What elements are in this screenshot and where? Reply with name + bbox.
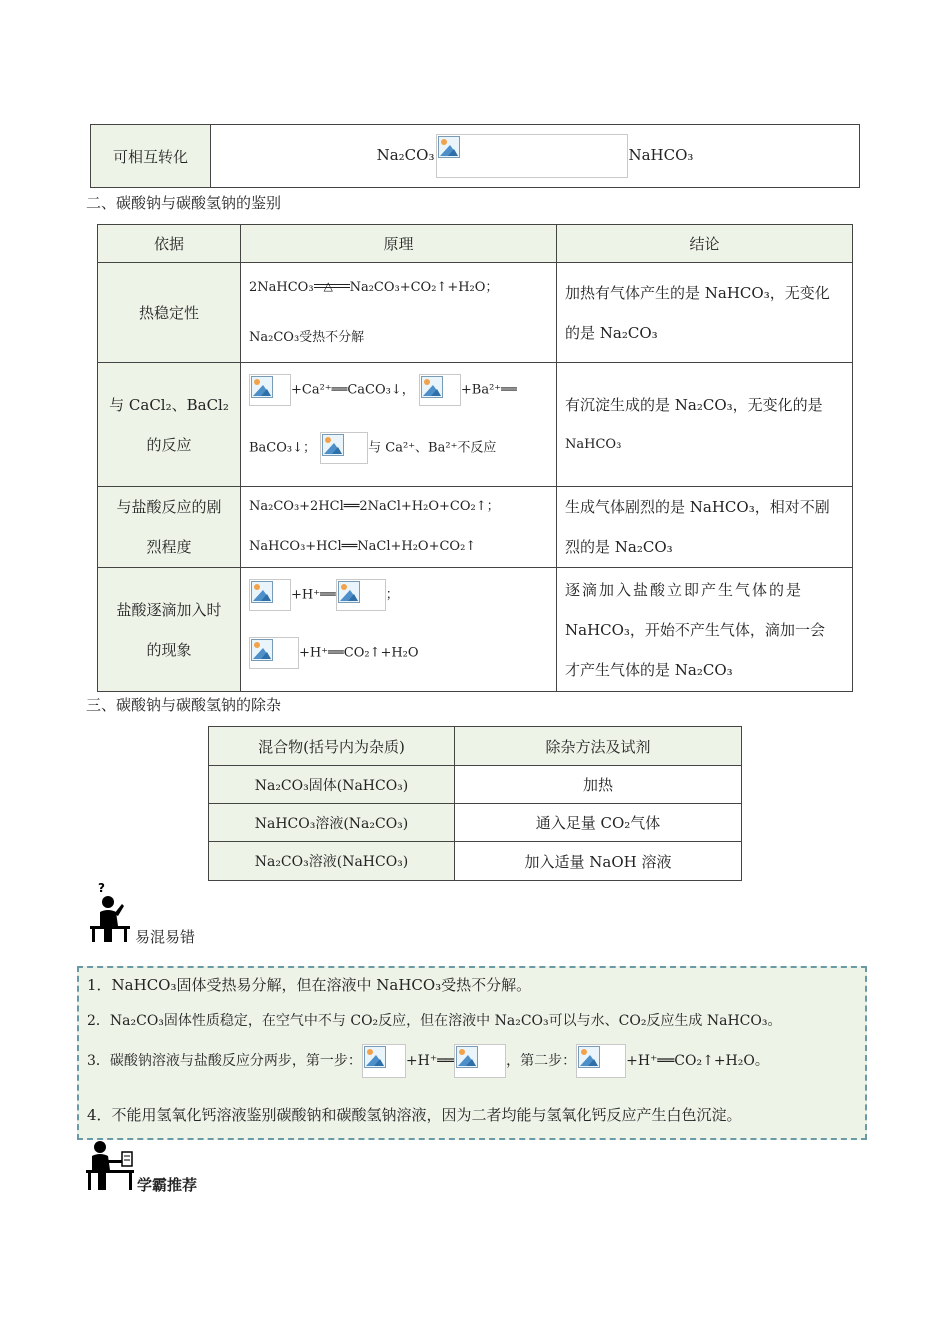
item-text: 3．碳酸钠溶液与盐酸反应分两步，第一步： bbox=[87, 1053, 362, 1069]
header-method: 除杂方法及试剂 bbox=[455, 727, 742, 766]
broken-image-icon bbox=[251, 581, 273, 603]
equation-text: 与 Ca²⁺、Ba²⁺不反应 bbox=[368, 440, 497, 455]
formula-image-placeholder bbox=[249, 579, 291, 611]
conclusion-text: NaHCO₃ bbox=[565, 436, 622, 452]
header-basis: 依据 bbox=[98, 225, 241, 263]
identification-table bbox=[97, 224, 853, 692]
principle-thermal bbox=[241, 263, 557, 363]
basis-cacl2-bacl2 bbox=[98, 363, 241, 487]
broken-image-icon bbox=[322, 434, 344, 456]
conclusion-text: 有沉淀生成的是 Na₂CO₃，无变化的是 bbox=[565, 395, 823, 414]
basis-text: 的反应 bbox=[146, 435, 192, 454]
confusion-title: 易混易错 bbox=[135, 928, 196, 946]
conclusion-text: 加热有气体产生的是 NaHCO₃，无变化 bbox=[565, 283, 830, 302]
basis-text: 盐酸逐滴加入时 bbox=[116, 600, 222, 619]
conclusion-hcl bbox=[557, 487, 853, 568]
svg-text:?: ? bbox=[98, 881, 105, 895]
thinking-student-icon bbox=[88, 880, 134, 944]
formula-image-placeholder bbox=[320, 432, 368, 464]
broken-image-icon bbox=[251, 639, 273, 661]
broken-image-icon bbox=[421, 376, 443, 398]
sodium-bicarbonate-text: NaHCO₃ bbox=[628, 146, 694, 164]
basis-dropwise-hcl bbox=[98, 568, 241, 692]
formula-image-placeholder bbox=[454, 1044, 506, 1078]
header-principle: 原理 bbox=[241, 225, 557, 263]
interconversion-cell bbox=[211, 125, 860, 188]
broken-image-icon bbox=[438, 136, 460, 158]
conclusion-precipitate bbox=[557, 363, 853, 487]
formula-image-placeholder bbox=[362, 1044, 406, 1078]
formula-image-placeholder bbox=[249, 637, 299, 669]
studying-student-icon bbox=[86, 1138, 136, 1192]
item-text: ，第二步： bbox=[506, 1053, 577, 1069]
confusion-item-2: 2．Na₂CO₃固体性质稳定，在空气中不与 CO₂反应，但在溶液中 Na₂CO₃可以与水、CO₂反应生成 NaHCO₃。 bbox=[87, 1013, 782, 1029]
equation-text: +H⁺══CO₂↑+H₂O bbox=[299, 645, 419, 660]
mixture-cell: NaHCO₃溶液(Na₂CO₃) bbox=[209, 804, 455, 842]
item-text: +H⁺══ bbox=[405, 1053, 455, 1069]
method-cell: 加热 bbox=[455, 766, 742, 804]
conclusion-dropwise bbox=[557, 568, 853, 692]
conclusion-thermal bbox=[557, 263, 853, 363]
equation-text: +Ca²⁺══CaCO₃↓， bbox=[291, 382, 415, 397]
delta-symbol: △ bbox=[323, 279, 333, 293]
sodium-carbonate-text: Na₂CO₃ bbox=[376, 146, 435, 164]
equation-text: ； bbox=[385, 587, 399, 602]
broken-image-icon bbox=[251, 376, 273, 398]
section-3-title: 三、碳酸钠与碳酸氢钠的除杂 bbox=[86, 696, 282, 714]
formula-image-placeholder bbox=[336, 579, 386, 611]
recommend-title: 学霸推荐 bbox=[137, 1176, 198, 1194]
heating-arrow bbox=[314, 280, 350, 294]
conclusion-text: NaHCO₃，开始不产生气体，滴加一会 bbox=[565, 620, 825, 639]
mixture-cell: Na₂CO₃溶液(NaHCO₃) bbox=[209, 842, 455, 881]
header-conclusion: 结论 bbox=[557, 225, 853, 263]
principle-hcl bbox=[241, 487, 557, 568]
confusion-item-3 bbox=[87, 1044, 769, 1078]
equation-image-placeholder bbox=[436, 134, 628, 178]
basis-text: 烈程度 bbox=[146, 538, 192, 556]
basis-thermal-stability: 热稳定性 bbox=[98, 263, 241, 363]
item-text: +H⁺══CO₂↑+H₂O。 bbox=[626, 1053, 769, 1069]
method-cell: 加入适量 NaOH 溶液 bbox=[455, 842, 742, 881]
section-2-title: 二、碳酸钠与碳酸氢钠的鉴别 bbox=[86, 194, 282, 212]
conclusion-text: 逐滴加入盐酸立即产生气体的是 bbox=[565, 580, 804, 599]
method-cell: 通入足量 CO₂气体 bbox=[455, 804, 742, 842]
confusion-callout bbox=[77, 966, 867, 1140]
equation-text: BaCO₃↓； bbox=[249, 440, 317, 455]
equation-text: +H⁺══ bbox=[291, 587, 336, 602]
basis-hcl-intensity bbox=[98, 487, 241, 568]
principle-text: Na₂CO₃受热不分解 bbox=[249, 329, 365, 345]
conclusion-text: 生成气体剧烈的是 NaHCO₃，相对不剧 bbox=[565, 498, 830, 516]
principle-precipitate bbox=[241, 363, 557, 487]
formula-image-placeholder bbox=[249, 374, 291, 406]
equation-text: Na₂CO₃+2HCl══2NaCl+H₂O+CO₂↑； bbox=[249, 499, 500, 514]
formula-image-placeholder bbox=[576, 1044, 626, 1078]
confusion-item-4: 4．不能用氢氧化钙溶液鉴别碳酸钠和碳酸氢钠溶液，因为二者均能与氢氧化钙反应产生白色沉淀。 bbox=[87, 1106, 742, 1124]
purification-table bbox=[208, 726, 742, 881]
formula-image-placeholder bbox=[419, 374, 461, 406]
basis-text: 与 CaCl₂、BaCl₂ bbox=[109, 395, 229, 414]
interconversion-label: 可相互转化 bbox=[91, 125, 211, 188]
broken-image-icon bbox=[338, 581, 360, 603]
basis-text: 的现象 bbox=[146, 640, 192, 659]
confusion-item-1: 1．NaHCO₃固体受热易分解，但在溶液中 NaHCO₃受热不分解。 bbox=[87, 976, 532, 994]
conclusion-text: 的是 Na₂CO₃ bbox=[565, 323, 658, 342]
broken-image-icon bbox=[364, 1046, 386, 1068]
equation-text: 2NaHCO₃ bbox=[249, 279, 314, 295]
broken-image-icon bbox=[578, 1046, 600, 1068]
equation-text: Na₂CO₃+CO₂↑+H₂O； bbox=[349, 279, 499, 295]
equation-text: NaHCO₃+HCl══NaCl+H₂O+CO₂↑ bbox=[249, 539, 477, 554]
basis-text: 与盐酸反应的剧 bbox=[116, 498, 222, 516]
equation-text: +Ba²⁺══ bbox=[460, 382, 517, 397]
conclusion-text: 才产生气体的是 Na₂CO₃ bbox=[565, 660, 733, 679]
header-mixture: 混合物(括号内为杂质) bbox=[209, 727, 455, 766]
principle-dropwise bbox=[241, 568, 557, 692]
broken-image-icon bbox=[456, 1046, 478, 1068]
mixture-cell: Na₂CO₃固体(NaHCO₃) bbox=[209, 766, 455, 804]
interconversion-table bbox=[90, 124, 860, 188]
conclusion-text: 烈的是 Na₂CO₃ bbox=[565, 538, 673, 556]
